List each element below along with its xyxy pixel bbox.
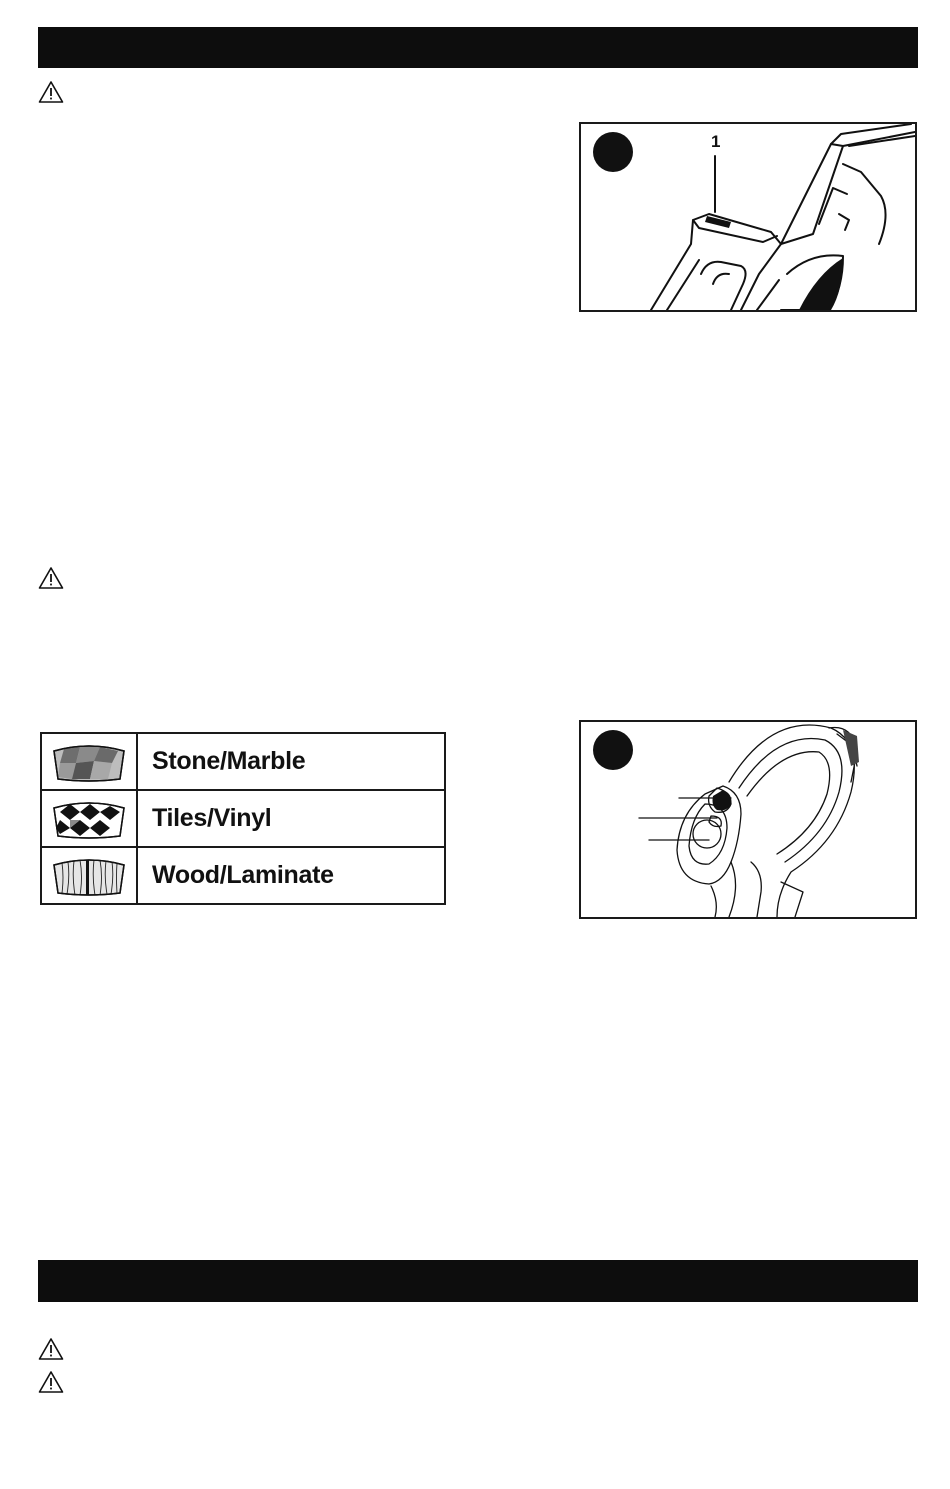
stone-marble-swatch-icon [50,741,128,783]
handle-controls-line-art [581,722,915,917]
wood-laminate-swatch-icon [50,855,128,897]
table-row [41,790,445,847]
warning-icon [38,1370,64,1394]
warning-icon [38,80,64,104]
figure-2-handle-controls-illustration [579,720,917,919]
tiles-vinyl-swatch-icon [50,798,128,840]
section-header-band-top [38,27,918,68]
handle-line-art [581,124,915,310]
section-header-band-bottom [38,1260,918,1302]
warning-icon [38,1337,64,1361]
callout-label-1: 1 [711,132,721,151]
floor-type-label: Wood/Laminate [137,847,445,904]
table-row [41,733,445,790]
floor-type-table [40,732,446,905]
warning-icon [38,566,64,590]
floor-type-label: Tiles/Vinyl [137,790,445,847]
table-row [41,847,445,904]
figure-1-handle-illustration [579,122,917,312]
floor-type-label: Stone/Marble [137,733,445,790]
